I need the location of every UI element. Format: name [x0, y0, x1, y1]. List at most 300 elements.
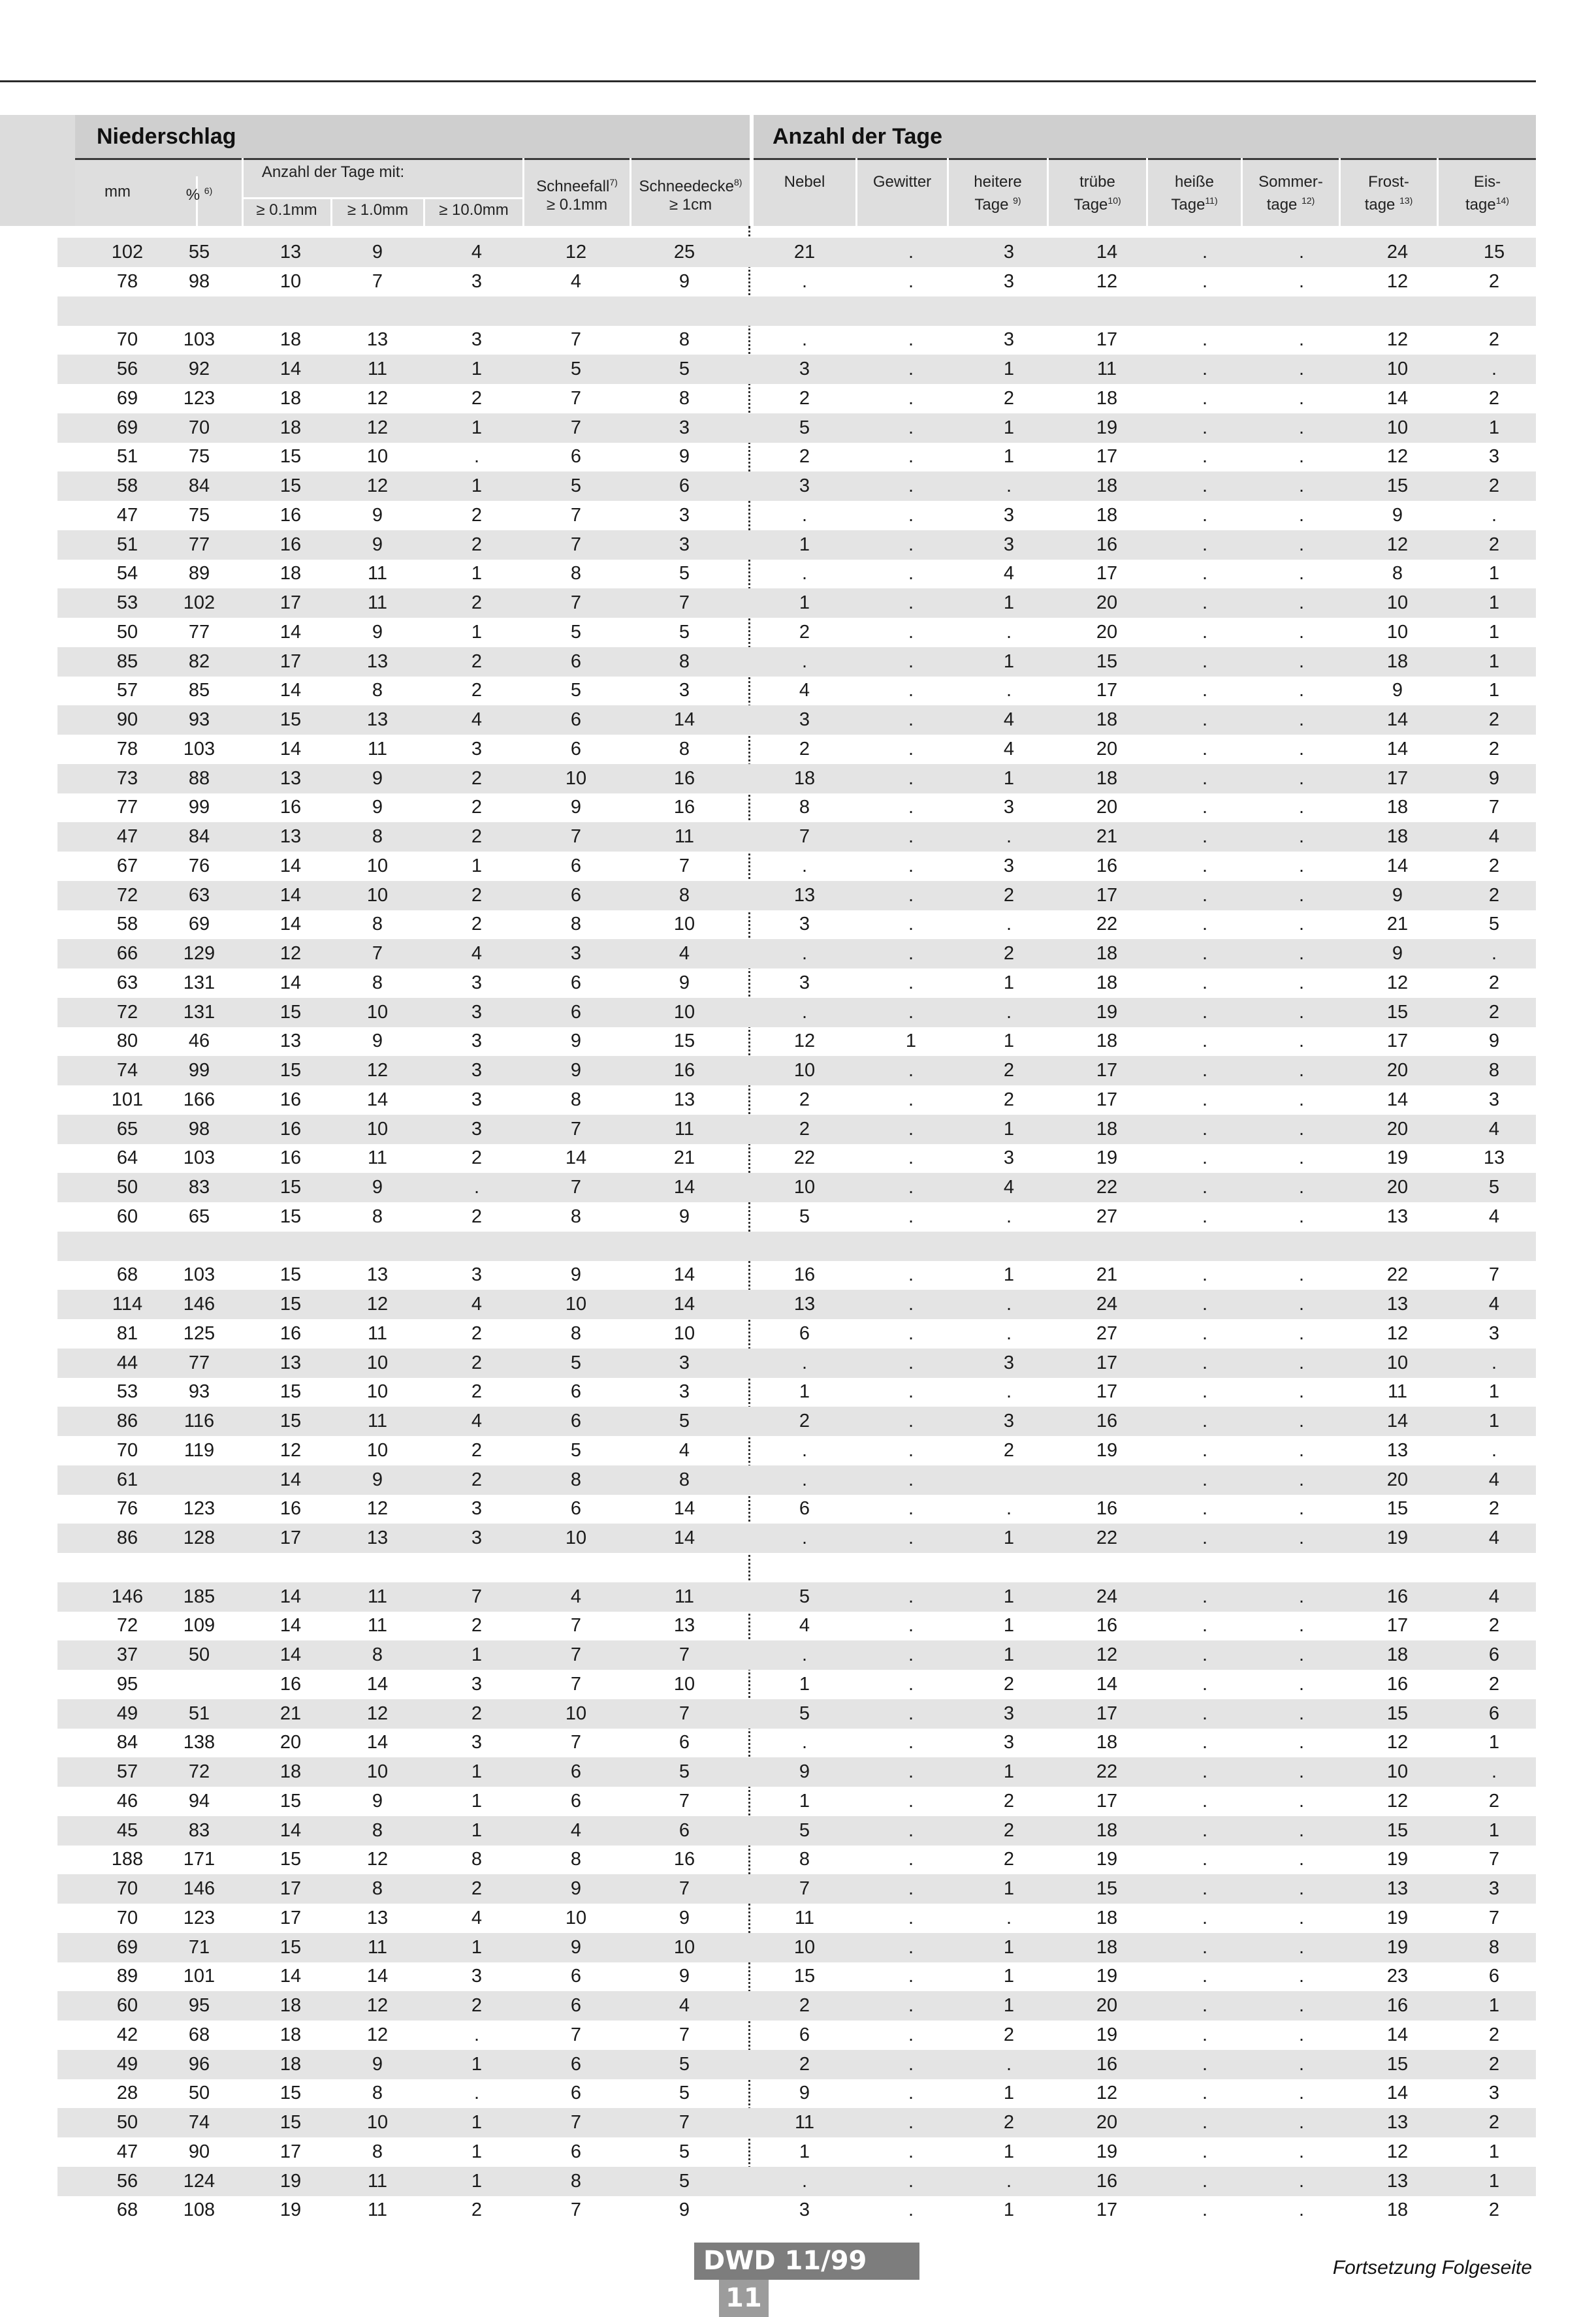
table-cell: 6: [799, 1498, 810, 1520]
col-header-mm: mm: [104, 183, 131, 200]
table-cell: 6: [570, 972, 582, 993]
table-cell: .: [1298, 1673, 1305, 1695]
table-cell: 10: [1386, 359, 1409, 379]
table-row: [57, 647, 1536, 677]
table-cell: .: [1202, 738, 1208, 759]
table-cell: 15: [1096, 650, 1118, 672]
table-cell: .: [908, 2170, 914, 2192]
table-cell: 13: [279, 1352, 302, 1373]
table-cell: 15: [1386, 2053, 1409, 2075]
table-cell: 16: [1096, 2170, 1118, 2192]
table-row: [57, 1640, 1536, 1670]
table-cell: 1: [1003, 1264, 1015, 1286]
table-cell: 1: [471, 359, 483, 379]
table-cell: 10: [366, 446, 389, 468]
table-cell: 49: [116, 1702, 138, 1724]
table-cell: 3: [1488, 1089, 1500, 1110]
table-cell: 1: [1003, 1936, 1015, 1958]
table-cell: 19: [1386, 1527, 1409, 1548]
table-cell: .: [908, 972, 914, 993]
table-cell: 2: [471, 1878, 483, 1899]
table-cell: 10: [565, 767, 587, 789]
table-cell: 7: [678, 592, 690, 613]
table-cell: .: [1202, 329, 1208, 351]
table-cell: 75: [188, 446, 210, 468]
table-spacer-row: [57, 1232, 1536, 1261]
table-cell: 12: [366, 1995, 389, 2016]
table-row: [57, 705, 1536, 735]
table-cell: 3: [799, 2199, 810, 2221]
table-cell: 4: [570, 270, 582, 292]
table-cell: 17: [1096, 1381, 1118, 1403]
table-cell: 70: [116, 1907, 138, 1928]
table-cell: 13: [793, 884, 816, 906]
table-cell: 22: [1096, 1761, 1118, 1782]
table-cell: 84: [188, 475, 210, 496]
table-cell: 18: [279, 387, 302, 409]
table-cell: 16: [673, 1849, 695, 1870]
table-cell: .: [1298, 329, 1305, 351]
table-cell: 3: [799, 709, 810, 730]
table-cell: 10: [565, 1294, 587, 1315]
table-row: [57, 238, 1536, 267]
table-cell: 2: [471, 1352, 483, 1373]
table-cell: 1: [905, 1031, 917, 1052]
table-cell: 3: [1003, 855, 1015, 876]
table-cell: 14: [279, 1644, 302, 1665]
table-cell: .: [1202, 2141, 1208, 2162]
table-cell: 15: [279, 1001, 302, 1023]
table-cell: 7: [570, 1673, 582, 1695]
table-cell: 15: [279, 1060, 302, 1081]
table-cell: 3: [799, 914, 810, 935]
table-row: [57, 1524, 1536, 1553]
table-cell: 3: [471, 972, 483, 993]
table-cell: 5: [799, 417, 810, 438]
table-cell: 2: [471, 504, 483, 526]
table-cell: .: [1298, 1031, 1305, 1052]
table-cell: 24: [1386, 242, 1409, 263]
table-cell: .: [1298, 1439, 1305, 1461]
table-cell: 85: [116, 650, 138, 672]
table-cell: 19: [1096, 2141, 1118, 2162]
table-cell: 19: [1386, 1147, 1409, 1169]
table-cell: 7: [1488, 1849, 1500, 1870]
table-cell: 5: [799, 1206, 810, 1227]
table-cell: 7: [570, 387, 582, 409]
table-cell: 8: [570, 914, 582, 935]
table-cell: 6: [570, 1411, 582, 1431]
table-cell: 2: [1003, 943, 1015, 964]
table-cell: 2: [799, 1995, 810, 2016]
table-cell: .: [908, 2141, 914, 2162]
table-cell: 2: [471, 797, 483, 818]
table-cell: 7: [678, 1878, 690, 1899]
table-cell: 9: [1392, 943, 1403, 964]
table-cell: 14: [673, 1498, 695, 1520]
table-cell: 9: [1488, 767, 1500, 789]
table-cell: 6: [1488, 1702, 1500, 1724]
table-cell: 1: [1003, 1527, 1015, 1548]
table-cell: 8: [570, 1849, 582, 1870]
table-cell: .: [1298, 1498, 1305, 1520]
table-cell: 7: [570, 1615, 582, 1637]
table-cell: 15: [1096, 1878, 1118, 1899]
table-cell: 3: [1003, 1411, 1015, 1431]
table-cell: 3: [678, 1381, 690, 1403]
table-cell: 1: [799, 1673, 810, 1695]
table-cell: 2: [1488, 2053, 1500, 2075]
table-cell: 1: [471, 2053, 483, 2075]
table-cell: 6: [570, 1966, 582, 1987]
table-cell: 7: [570, 1644, 582, 1665]
table-cell: 14: [1386, 387, 1409, 409]
table-cell: .: [908, 1206, 914, 1227]
table-cell: 50: [116, 621, 138, 643]
table-row: [57, 559, 1536, 588]
table-cell: .: [1202, 592, 1208, 613]
table-cell: 51: [116, 446, 138, 468]
table-cell: .: [908, 563, 914, 584]
table-cell: 1: [1003, 1615, 1015, 1637]
table-row: [57, 530, 1536, 560]
table-cell: 17: [1096, 446, 1118, 468]
table-cell: 57: [116, 680, 138, 701]
table-cell: .: [1298, 1907, 1305, 1928]
table-cell: 82: [188, 650, 210, 672]
table-cell: 2: [1003, 1819, 1015, 1841]
col-header-heitere-tage: heitere Tage $^{9)}$: [974, 173, 1022, 214]
table-cell: 2: [1003, 1673, 1015, 1695]
table-cell: 8: [570, 1322, 582, 1344]
table-cell: 16: [279, 1322, 302, 1344]
table-cell: 5: [678, 1411, 690, 1431]
table-cell: .: [1202, 446, 1208, 468]
table-cell: 84: [188, 826, 210, 847]
table-cell: 10: [279, 270, 302, 292]
table-cell: 12: [366, 417, 389, 438]
table-cell: 11: [794, 2112, 815, 2133]
table-cell: .: [908, 943, 914, 964]
table-cell: 9: [1392, 680, 1403, 701]
table-cell: 9: [372, 242, 383, 263]
table-cell: 11: [794, 1907, 815, 1928]
table-cell: 4: [799, 680, 810, 701]
table-row: [57, 471, 1536, 501]
table-cell: 50: [188, 1644, 210, 1665]
table-cell: 2: [471, 680, 483, 701]
table-cell: 17: [279, 650, 302, 672]
table-cell: 17: [279, 1527, 302, 1548]
table-cell: 8: [678, 387, 690, 409]
table-cell: .: [1202, 855, 1208, 876]
table-cell: .: [1298, 1469, 1305, 1490]
table-row: [57, 384, 1536, 413]
continuation-note: Fortsetzung Folgeseite: [1332, 2257, 1532, 2278]
table-cell: 3: [570, 943, 582, 964]
table-cell: 8: [799, 1849, 810, 1870]
table-cell: 3: [471, 1966, 483, 1987]
table-cell: 1: [471, 417, 483, 438]
table-cell: 9: [372, 1469, 383, 1490]
table-cell: 9: [372, 534, 383, 555]
table-cell: .: [908, 534, 914, 555]
table-cell: 18: [793, 767, 816, 789]
table-cell: 73: [116, 767, 138, 789]
table-cell: 10: [1386, 592, 1409, 613]
table-cell: .: [1202, 1615, 1208, 1637]
table-cell: 10: [1386, 1761, 1409, 1782]
table-cell: 19: [1386, 1849, 1409, 1870]
table-cell: 2: [1488, 270, 1500, 292]
table-cell: 124: [183, 2170, 215, 2192]
table-cell: 16: [279, 504, 302, 526]
table-cell: 3: [471, 1089, 483, 1110]
table-cell: 19: [1096, 1849, 1118, 1870]
table-cell: 16: [673, 1060, 695, 1081]
table-cell: 10: [366, 1352, 389, 1373]
table-cell: 2: [1003, 387, 1015, 409]
table-row: [57, 1056, 1536, 1085]
table-cell: 20: [1096, 738, 1118, 759]
table-cell: 14: [279, 738, 302, 759]
table-cell: .: [1202, 1089, 1208, 1110]
footer-badge: DWD 11/9911: [694, 2243, 919, 2280]
table-cell: 9: [372, 1790, 383, 1812]
table-cell: .: [1298, 767, 1305, 789]
table-cell: 7: [678, 855, 690, 876]
table-cell: 4: [471, 242, 483, 263]
table-cell: 10: [673, 1673, 695, 1695]
table-cell: 13: [366, 1527, 389, 1548]
table-cell: 8: [372, 914, 383, 935]
table-cell: .: [1202, 1995, 1208, 2016]
table-cell: 8: [570, 1469, 582, 1490]
table-cell: 13: [366, 329, 389, 351]
table-cell: 72: [116, 884, 138, 906]
table-cell: 6: [570, 709, 582, 730]
table-cell: 2: [799, 621, 810, 643]
table-cell: 1: [1488, 1995, 1500, 2016]
table-cell: 4: [678, 943, 690, 964]
table-cell: 12: [366, 1702, 389, 1724]
table-cell: 14: [1096, 242, 1118, 263]
table-cell: .: [1298, 1878, 1305, 1899]
table-cell: 5: [1488, 914, 1500, 935]
table-cell: 10: [793, 1177, 816, 1198]
table-cell: 58: [116, 914, 138, 935]
table-cell: 46: [188, 1031, 210, 1052]
table-cell: 92: [188, 359, 210, 379]
table-cell: 7: [570, 417, 582, 438]
table-cell: 13: [1386, 2112, 1409, 2133]
table-cell: 3: [471, 1001, 483, 1023]
table-cell: 72: [116, 1615, 138, 1637]
table-cell: .: [473, 2024, 480, 2045]
table-cell: 12: [1096, 2083, 1118, 2104]
table-cell: 1: [471, 1819, 483, 1841]
table-cell: 50: [188, 2083, 210, 2104]
table-cell: 13: [366, 650, 389, 672]
table-cell: .: [908, 1995, 914, 2016]
table-cell: .: [1202, 1322, 1208, 1344]
table-cell: 53: [116, 1381, 138, 1403]
table-cell: 28: [116, 2083, 138, 2104]
table-cell: 10: [565, 1527, 587, 1548]
table-cell: 18: [1386, 797, 1409, 818]
table-cell: 13: [1386, 1439, 1409, 1461]
table-cell: 18: [279, 1761, 302, 1782]
table-cell: 15: [279, 709, 302, 730]
table-cell: 19: [279, 2199, 302, 2221]
table-cell: 13: [366, 1907, 389, 1928]
table-cell: .: [1298, 446, 1305, 468]
table-cell: .: [908, 387, 914, 409]
table-cell: 2: [471, 1439, 483, 1461]
table-row: [57, 1874, 1536, 1904]
table-cell: .: [1298, 2170, 1305, 2192]
table-cell: .: [1006, 826, 1012, 847]
table-cell: 2: [1488, 1001, 1500, 1023]
table-cell: .: [908, 1644, 914, 1665]
table-cell: 69: [116, 387, 138, 409]
table-cell: 7: [678, 2024, 690, 2045]
table-cell: .: [1202, 1411, 1208, 1431]
table-cell: 16: [279, 1673, 302, 1695]
table-row: [57, 1143, 1536, 1173]
table-cell: 13: [1386, 1878, 1409, 1899]
table-cell: 9: [678, 972, 690, 993]
table-cell: 5: [799, 1702, 810, 1724]
table-cell: 2: [1488, 855, 1500, 876]
table-cell: .: [1298, 1995, 1305, 2016]
table-cell: 22: [793, 1147, 816, 1169]
table-cell: 10: [673, 1936, 695, 1958]
table-cell: 1: [471, 1936, 483, 1958]
table-cell: .: [1298, 2112, 1305, 2133]
table-cell: 27: [1096, 1206, 1118, 1227]
table-cell: 7: [471, 1586, 483, 1607]
table-cell: 9: [570, 1031, 582, 1052]
table-cell: 9: [678, 1907, 690, 1928]
table-cell: 18: [1096, 504, 1118, 526]
table-cell: 8: [1392, 563, 1403, 584]
table-row: [57, 1962, 1536, 1991]
table-cell: 1: [1003, 417, 1015, 438]
table-cell: 10: [1386, 1352, 1409, 1373]
table-cell: 51: [116, 534, 138, 555]
table-cell: .: [1006, 621, 1012, 643]
table-cell: 20: [1386, 1060, 1409, 1081]
table-cell: 10: [366, 1439, 389, 1461]
table-cell: .: [801, 2170, 808, 2192]
table-cell: 6: [570, 1498, 582, 1520]
table-cell: 119: [184, 1439, 215, 1461]
table-cell: .: [1006, 2170, 1012, 2192]
table-cell: 10: [366, 2112, 389, 2133]
table-cell: 9: [1392, 884, 1403, 906]
table-cell: 2: [1003, 1849, 1015, 1870]
table-row: [57, 1494, 1536, 1524]
table-cell: 2: [471, 826, 483, 847]
table-cell: .: [1202, 2170, 1208, 2192]
table-cell: 66: [116, 943, 138, 964]
table-cell: .: [908, 1790, 914, 1812]
table-cell: 89: [116, 1966, 138, 1987]
table-cell: .: [1298, 270, 1305, 292]
table-cell: .: [1298, 1936, 1305, 1958]
table-cell: 21: [1096, 1264, 1118, 1286]
table-cell: 3: [1003, 270, 1015, 292]
table-cell: 8: [372, 1819, 383, 1841]
table-cell: 16: [279, 1147, 302, 1169]
table-cell: .: [1006, 1001, 1012, 1023]
table-row: [57, 910, 1536, 939]
table-row: [57, 1670, 1536, 1699]
table-cell: 1: [1488, 2170, 1500, 2192]
table-cell: 22: [1386, 1264, 1409, 1286]
table-cell: 12: [366, 1060, 389, 1081]
table-cell: 17: [279, 1907, 302, 1928]
table-cell: 3: [678, 504, 690, 526]
table-cell: 98: [188, 270, 210, 292]
table-cell: 131: [183, 1001, 215, 1023]
table-cell: 2: [471, 914, 483, 935]
table-cell: 3: [1003, 1732, 1015, 1753]
table-cell: 15: [279, 1411, 302, 1431]
table-row: [57, 764, 1536, 793]
table-cell: .: [908, 1615, 914, 1637]
table-cell: .: [1298, 475, 1305, 496]
table-cell: 45: [116, 1819, 138, 1841]
table-cell: 77: [188, 534, 210, 555]
table-cell: 19: [1096, 1001, 1118, 1023]
table-cell: 1: [1003, 592, 1015, 613]
table-cell: 15: [279, 1790, 302, 1812]
table-row: [57, 2021, 1536, 2050]
table-cell: 22: [1096, 914, 1118, 935]
table-cell: 1: [1488, 650, 1500, 672]
table-cell: 123: [183, 1907, 215, 1928]
table-cell: .: [1202, 504, 1208, 526]
table-cell: .: [1202, 1060, 1208, 1081]
table-cell: 4: [1003, 709, 1015, 730]
table-cell: 7: [570, 504, 582, 526]
table-cell: 6: [678, 1732, 690, 1753]
table-cell: 2: [471, 387, 483, 409]
table-cell: 109: [183, 1615, 215, 1637]
table-row: [57, 1407, 1536, 1436]
table-cell: 17: [1386, 1615, 1409, 1637]
table-cell: 8: [372, 826, 383, 847]
table-cell: 51: [188, 1702, 210, 1724]
table-cell: 9: [372, 621, 383, 643]
col-header-d10: ≥ 10.0mm: [439, 201, 509, 219]
table-cell: 123: [183, 387, 215, 409]
table-cell: 93: [188, 709, 210, 730]
table-cell: 2: [1003, 1089, 1015, 1110]
table-cell: 25: [673, 242, 695, 263]
table-cell: 18: [1386, 1644, 1409, 1665]
table-cell: 64: [116, 1147, 138, 1169]
table-cell: 96: [188, 2053, 210, 2075]
table-cell: 3: [471, 1060, 483, 1081]
table-cell: 9: [1392, 504, 1403, 526]
table-cell: 1: [471, 2170, 483, 2192]
table-cell: .: [801, 1469, 808, 1490]
table-cell: 1: [1488, 680, 1500, 701]
table-cell: .: [1298, 563, 1305, 584]
